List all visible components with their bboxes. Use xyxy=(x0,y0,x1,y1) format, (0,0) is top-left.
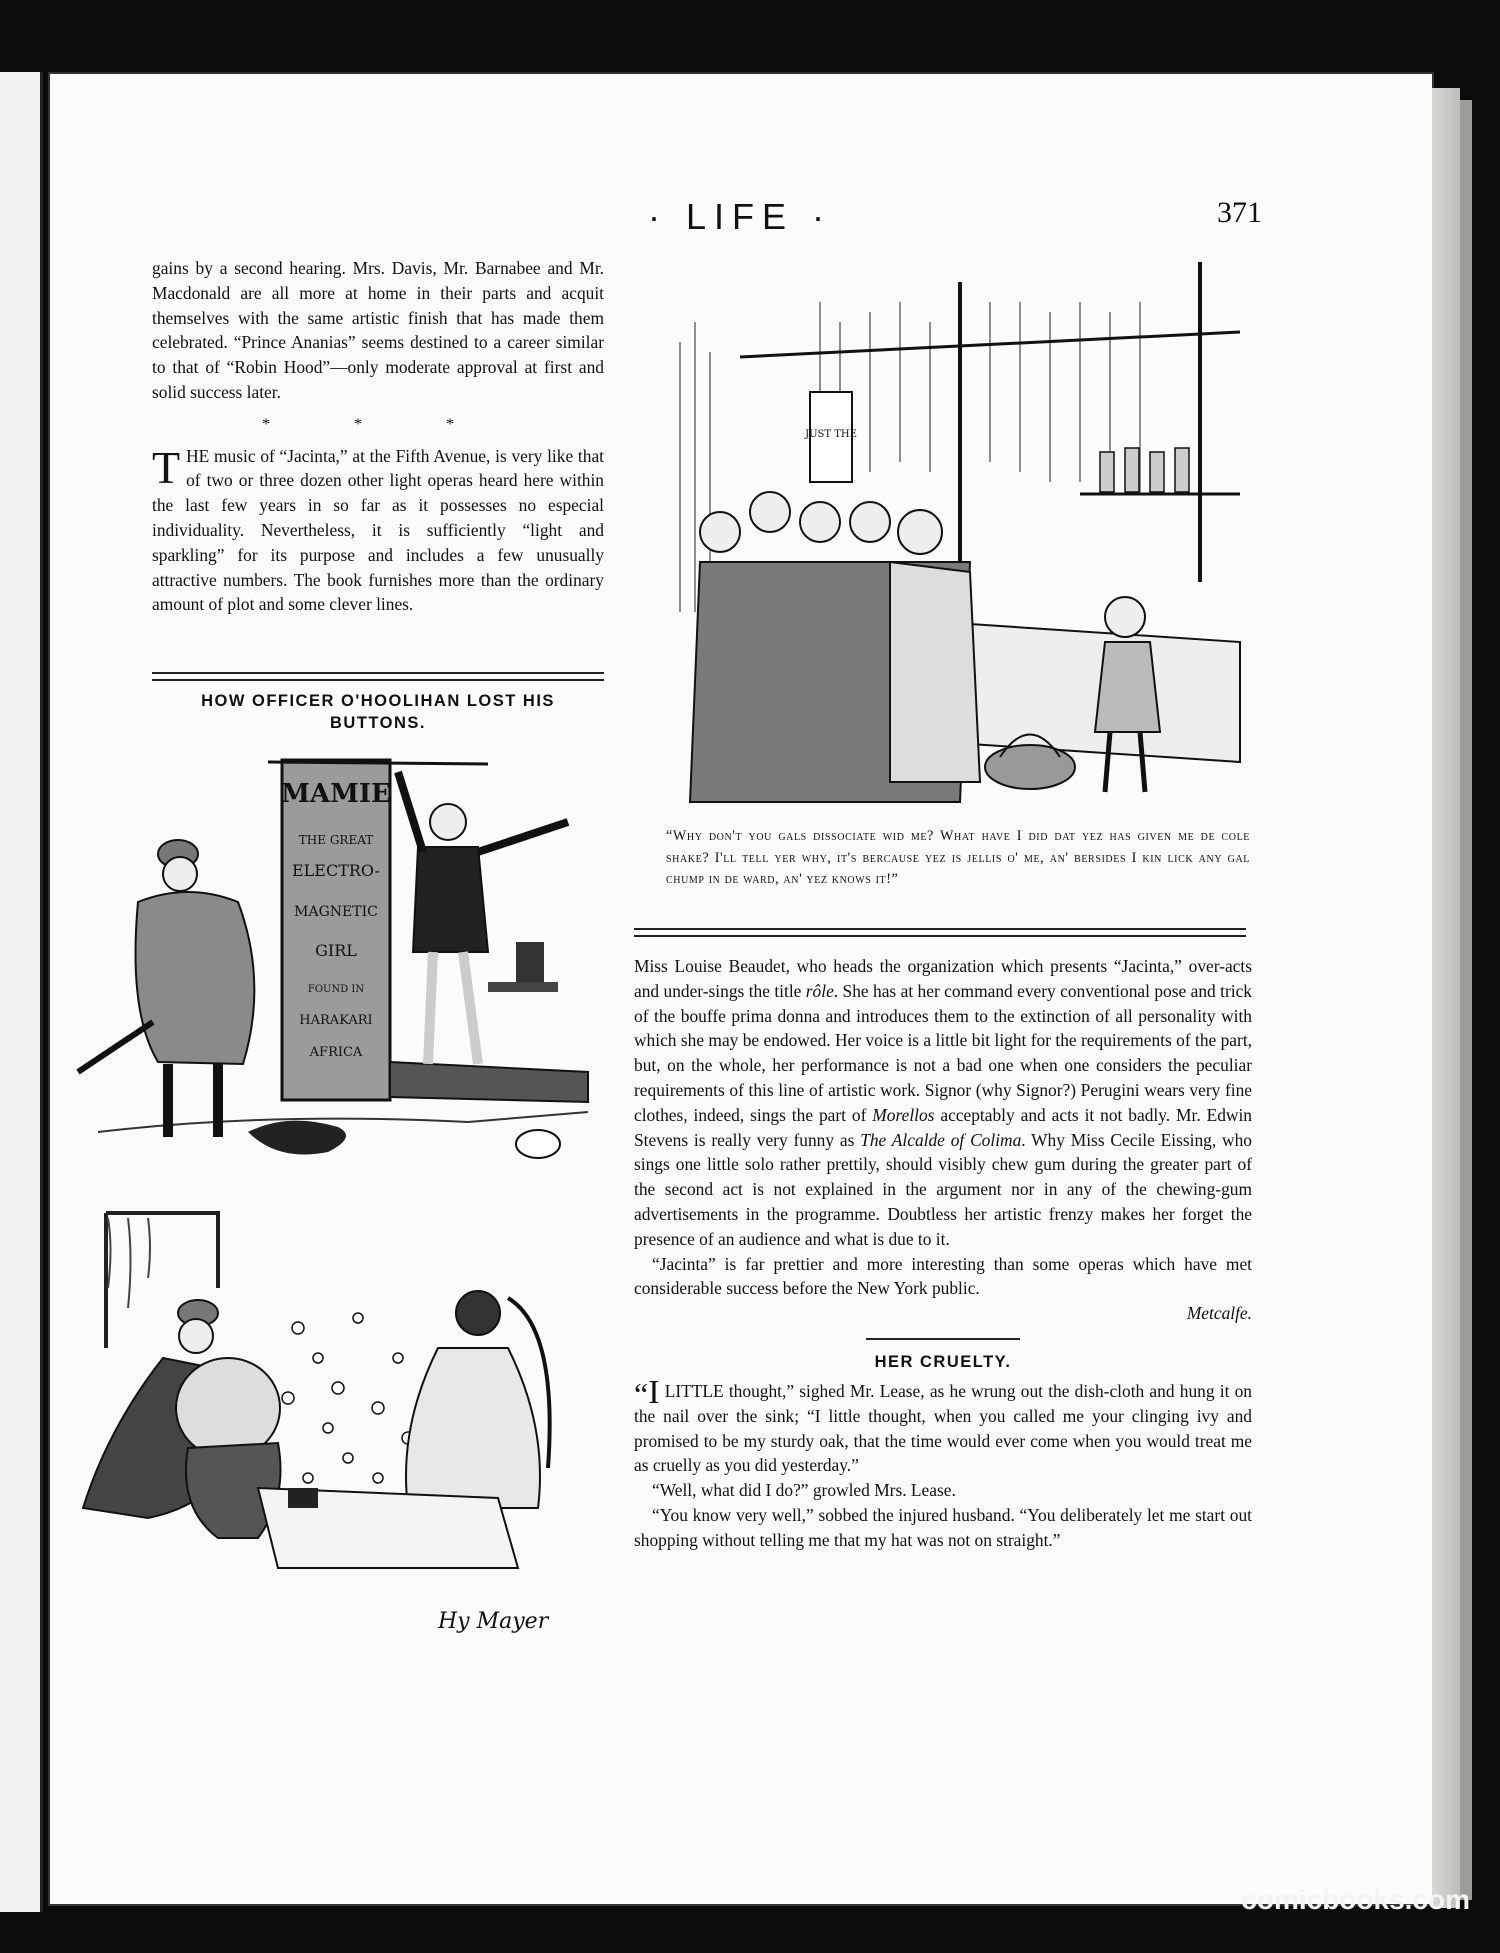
cruelty-paragraph-3: “You know very well,” sobbed the injured husband. “You deliberately let me start out shopping without telling me that my hat was not on straight.” xyxy=(634,1504,1252,1550)
section-dots: * * * xyxy=(262,415,494,433)
sign-line-5: GIRL xyxy=(315,941,357,960)
officer-figure-2 xyxy=(83,1300,281,1538)
officer-showman-cartoon xyxy=(68,752,608,1172)
sign-line-4: MAGNETIC xyxy=(294,904,378,920)
magnetic-girl-figure xyxy=(406,1291,550,1508)
drop-cap: T xyxy=(152,441,181,493)
sign-line-8: AFRICA xyxy=(309,1045,363,1060)
right-section-divider xyxy=(634,928,1246,937)
right-column-text xyxy=(634,954,1252,1553)
section-divider xyxy=(152,672,604,681)
page-stack-edge xyxy=(1432,88,1460,1908)
cruelty-paragraph-1: “I LITTLE thought,” sighed Mr. Lease, as he wrung out the dish-cloth and hung it on the nail over the sink; “I little thought, when you called me your clinging ivy and promised to be my sturdy oak, that the time would ever come when you would treat me as cruelly as you did yesterday.” xyxy=(634,1373,1252,1476)
crowd-of-girls xyxy=(690,492,980,802)
masthead-title: · LIFE · xyxy=(647,196,832,237)
flying-buttons xyxy=(282,1313,414,1483)
street-girls-cartoon xyxy=(640,262,1280,810)
left-column-text xyxy=(152,256,604,617)
cruelty-paragraph-2: “Well, what did I do?” growled Mrs. Lease. xyxy=(652,1480,956,1501)
sign-line-7: HARAKARI xyxy=(299,1013,373,1028)
site-watermark: comicbooks.com xyxy=(1241,1884,1470,1915)
article-separator xyxy=(866,1338,1020,1340)
sign-line-1: MAMIE xyxy=(281,779,391,809)
drop-cap-i: I xyxy=(648,1373,660,1411)
artist-signature: Hy Mayer xyxy=(438,1609,549,1634)
jacinta-conclusion-paragraph: “Jacinta” is far prettier and more interesting than some operas which have met considerable success before the New York public. xyxy=(634,1253,1252,1299)
shelf-bottles xyxy=(1100,448,1189,492)
jacinta-intro-paragraph: THE music of “Jacinta,” at the Fifth Avenue, is very like that of two or three dozen other light operas heard here within the last few years in so far as it possesses no especial individuality. Nevertheless, it is sufficiently “light and sparkling” for its purpose and includes a few unusually attractive numbers. The book furnishes more than the ordinary amount of plot and some clever lines. xyxy=(152,441,604,615)
reviewer-signature: Metcalfe. xyxy=(1186,1303,1252,1324)
page-number: 371 xyxy=(1217,196,1262,229)
sign-line-2: THE GREAT xyxy=(298,833,374,847)
street-girls-caption: “Why don't you gals dissociate wid me? What have I did dat yez has given me de cole shake? I'll tell yer why, it's bercause yez is jellis o' me, an' bersides I kin lick any gal chump in de ward, an' yez knows it!” xyxy=(666,828,1250,887)
sign-line-6: FOUND IN xyxy=(307,984,365,995)
cruelty-heading: HER CRUELTY. xyxy=(874,1352,1012,1371)
beaudet-review-paragraph: Miss Louise Beaudet, who heads the organization which presents “Jacinta,” over-acts and under-sings the title rôle. She has at her command every conventional pose and trick of the bouffe prima donna and introduces them to the extinction of all personality with which she may be endowed. Her voice is a little bit light for the requirements of the part, but, on the whole, her performance is not a bad one when one considers the peculiar requirements of this line of artistic work. Signor (why Signor?) Perugini wears very fine clothes, indeed, sings the part of Morellos acceptably and acts it not badly. Mr. Edwin Stevens is really very funny as The Alcalde of Colima. Why Miss Cecile Eissing, who sings one little solo rather prettily, should visibly chew gum during the greater part of the second act is not explained in the argument nor in any of the chewing-gum advertisements in the programme. Doubtless her artistic frenzy makes her forget the presence of an audience and what is due to it. xyxy=(634,956,1252,1249)
buttons-flying-cartoon xyxy=(78,1208,608,1668)
shop-sign-text: JUST THE xyxy=(805,429,857,440)
cartoon-heading: HOW OFFICER O'HOOLIHAN LOST HIS BUTTONS. xyxy=(201,692,555,732)
review-continuation-paragraph: gains by a second hearing. Mrs. Davis, Mr. Barnabee and Mr. Macdonald are all more at home in their parts and acquit themselves with the same artistic finish that has made them celebrated. “Prince Ananias” seems destined to a career similar to that of “Robin Hood”—only moderate approval at first and solid success later. xyxy=(152,258,604,402)
defiant-girl-figure xyxy=(1095,597,1160,792)
showman-figure xyxy=(398,772,568,1064)
page-stack-edge-dark xyxy=(1460,100,1472,1900)
policeman-figure xyxy=(78,840,254,1137)
adjacent-page-edge xyxy=(0,72,43,1912)
sign-line-3: ELECTRO- xyxy=(291,861,381,880)
